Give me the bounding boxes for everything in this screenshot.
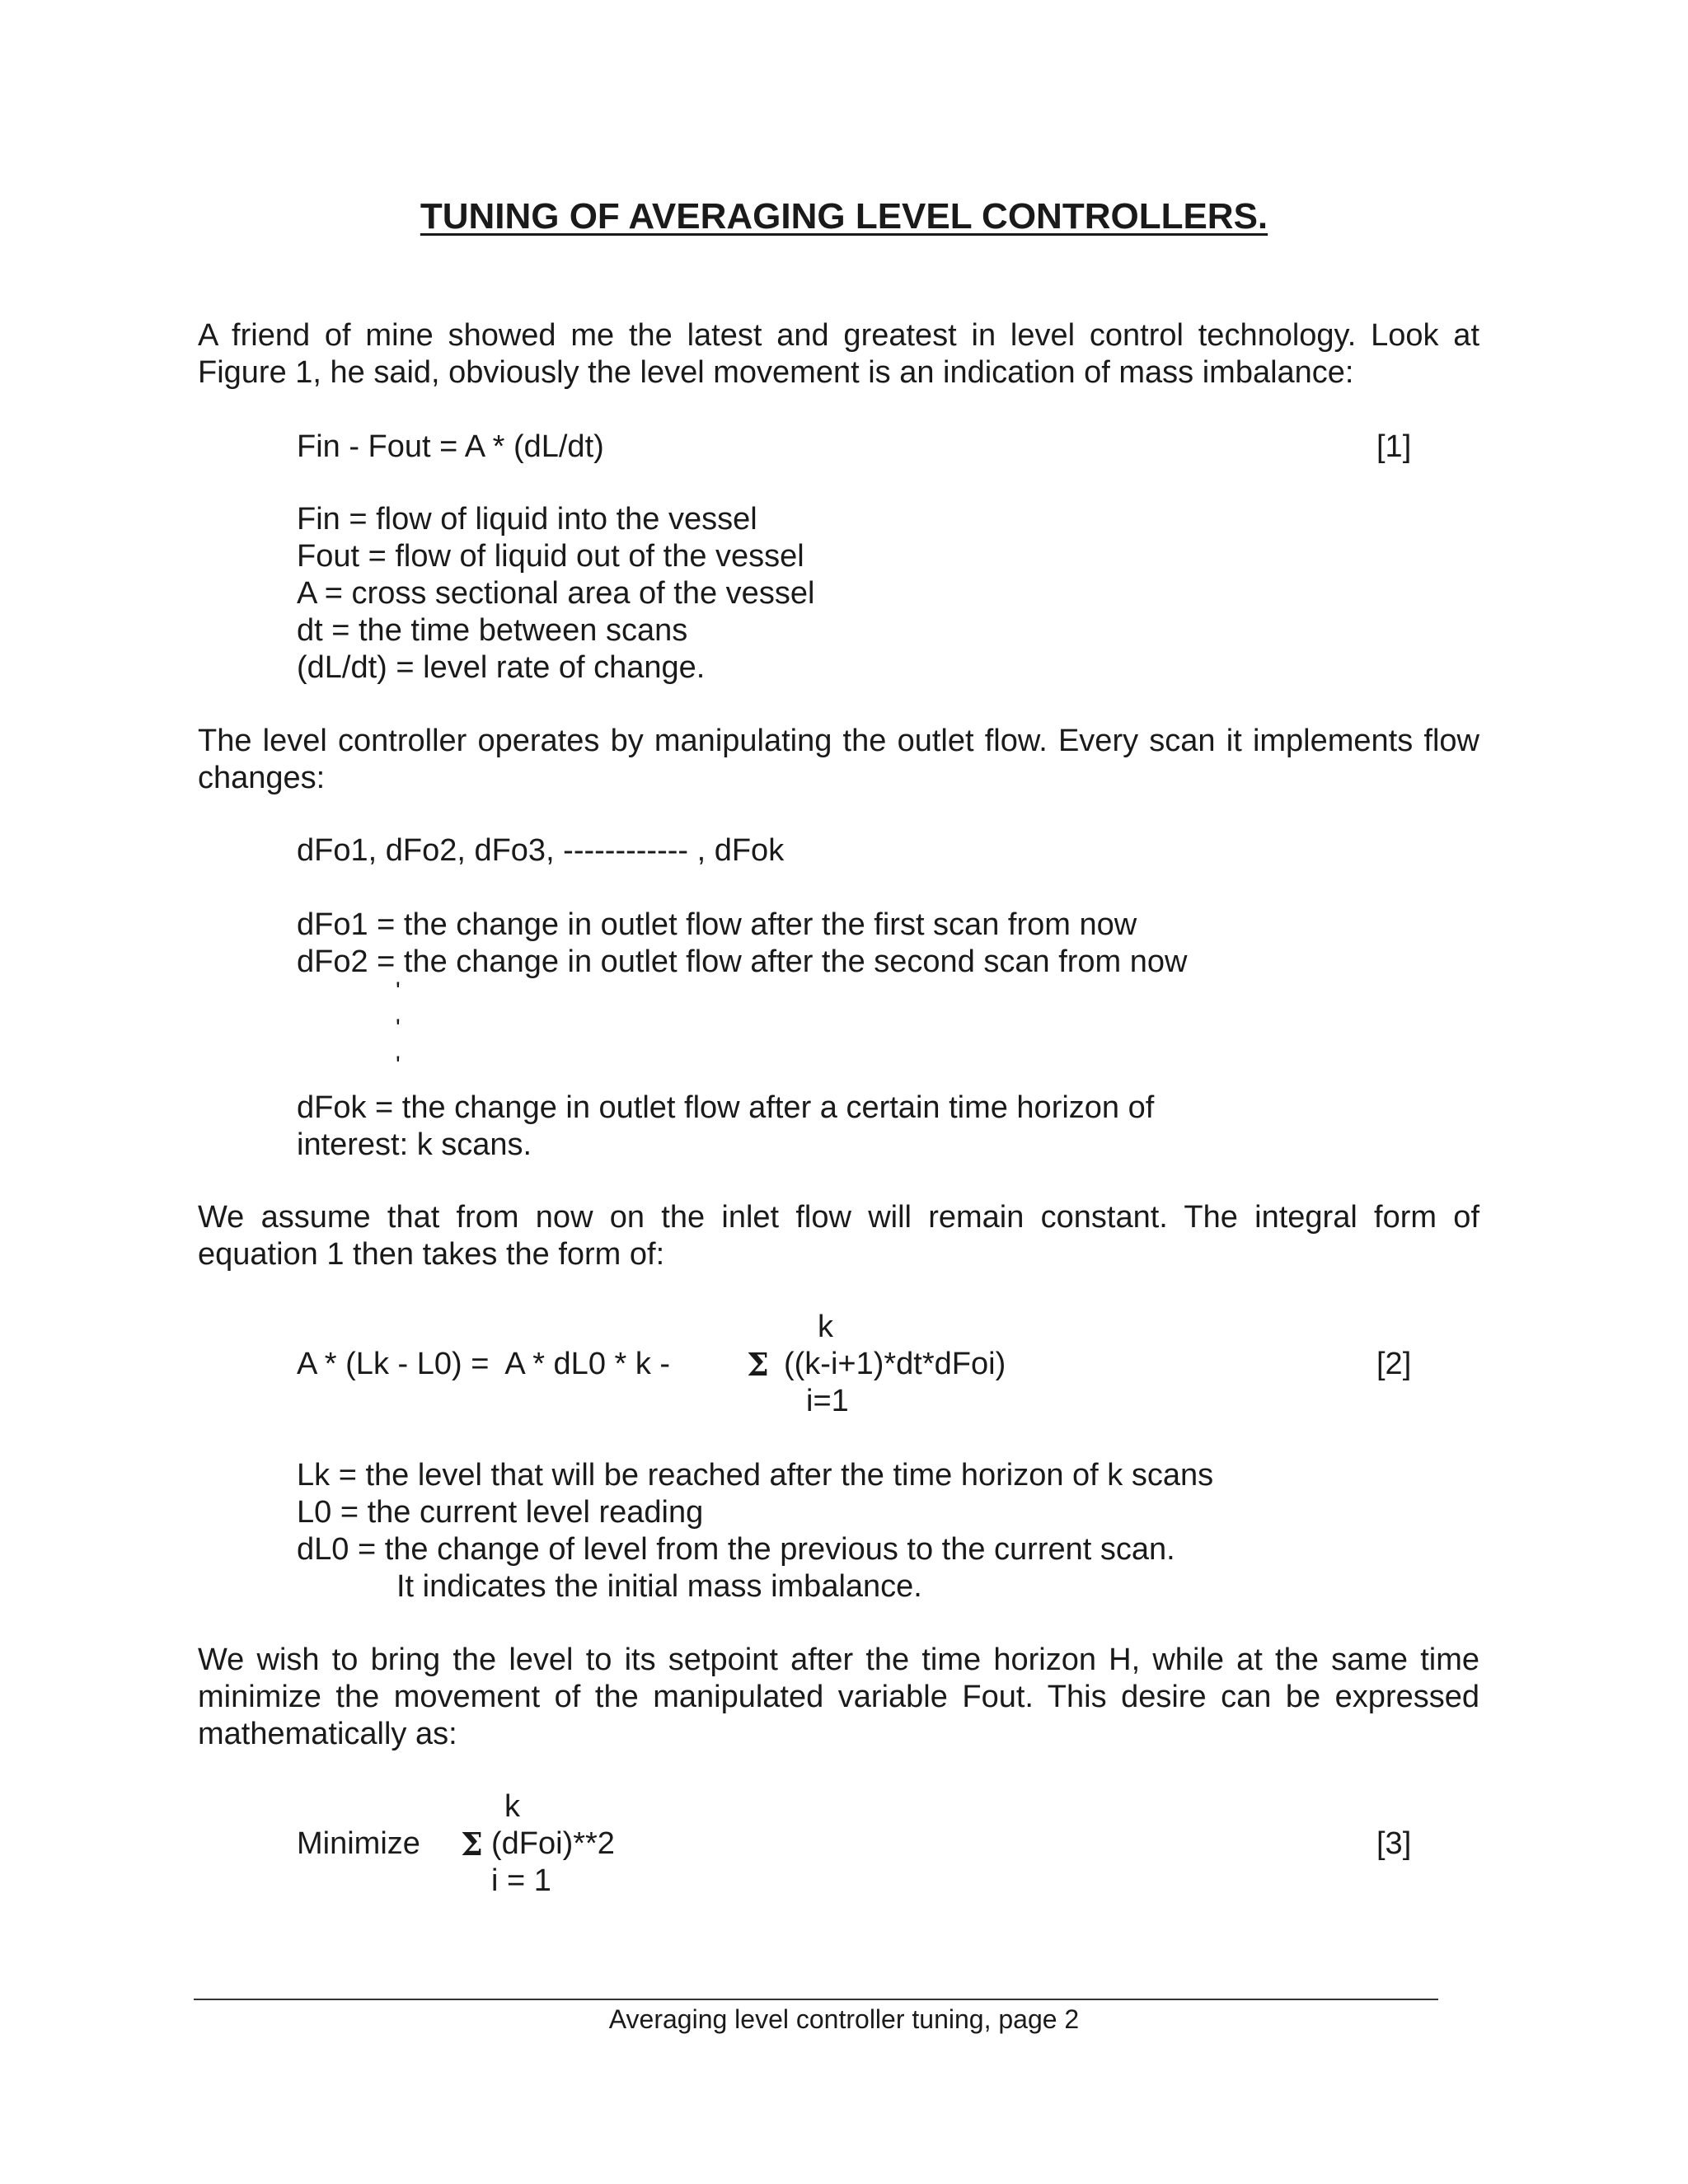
definition-dt: dt = the time between scans — [297, 613, 688, 648]
page-footer: Averaging level controller tuning, page 2 — [608, 2004, 1080, 2034]
definition-dldt: (dL/dt) = level rate of change. — [297, 650, 706, 685]
ellipsis-mark: ' — [396, 977, 401, 1005]
equation-2-upper-limit: k — [818, 1310, 833, 1344]
definition-dl0: dL0 = the change of level from the previous to the current scan. — [297, 1532, 1175, 1567]
definition-dfok-cont: interest: k scans. — [297, 1127, 532, 1162]
page-title: TUNING OF AVERAGING LEVEL CONTROLLERS. — [420, 196, 1268, 237]
definition-fout: Fout = flow of liquid out of the vessel — [297, 539, 804, 574]
equation-2-sigma: Σ — [747, 1346, 769, 1383]
equation-3-sigma: Σ — [461, 1825, 483, 1863]
paragraph-2: The level controller operates by manipulating the outlet flow. Every scan it implements flow changes: — [198, 724, 1479, 795]
equation-2-lower-limit: i=1 — [806, 1384, 849, 1418]
equation-2-rhs: ((k-i+1)*dt*dFoi) — [784, 1347, 1006, 1381]
definition-dfo2: dFo2 = the change in outlet flow after the second scan from now — [297, 944, 1188, 979]
equation-3-lower-limit: i = 1 — [491, 1863, 551, 1898]
ellipsis-mark: ' — [396, 1015, 401, 1042]
definition-dfok: dFok = the change in outlet flow after a certain time horizon of — [297, 1090, 1155, 1125]
flow-sequence: dFo1, dFo2, dFo3, ------------ , dFok — [297, 833, 785, 868]
paragraph-3: We assume that from now on the inlet flow will remain constant. The integral form of equation 1 then takes the form of: — [198, 1200, 1479, 1272]
definition-lk: Lk = the level that will be reached after the time horizon of k scans — [297, 1458, 1214, 1493]
equation-3-label: Minimize — [297, 1826, 420, 1861]
equation-2-lhs: A * (Lk - L0) = A * dL0 * k - — [297, 1347, 671, 1381]
definition-dl0-cont: It indicates the initial mass imbalance. — [396, 1569, 922, 1604]
definition-fin: Fin = flow of liquid into the vessel — [297, 502, 757, 537]
definition-l0: L0 = the current level reading — [297, 1495, 704, 1530]
paragraph-4: We wish to bring the level to its setpoint after the time horizon H, while at the same time minimize the movement of the manipulated variable Fout. This desire can be expressed mathematically as: — [198, 1643, 1479, 1751]
ellipsis-mark: ' — [396, 1052, 401, 1079]
definition-a: A = cross sectional area of the vessel — [297, 576, 815, 611]
equation-3-rhs: (dFoi)**2 — [491, 1826, 615, 1861]
footer-divider — [194, 1999, 1438, 2000]
equation-1: Fin - Fout = A * (dL/dt) — [297, 429, 604, 464]
equation-3-number: [3] — [1376, 1826, 1412, 1861]
intro-paragraph: A friend of mine showed me the latest and greatest in level control technology. Look at Figure 1, he said, obviously the level movement is an indication of mass imbalance: — [198, 318, 1479, 390]
equation-3-upper-limit: k — [504, 1789, 520, 1824]
equation-1-number: [1] — [1376, 429, 1412, 464]
equation-2-number: [2] — [1376, 1347, 1412, 1381]
definition-dfo1: dFo1 = the change in outlet flow after the first scan from now — [297, 907, 1137, 942]
